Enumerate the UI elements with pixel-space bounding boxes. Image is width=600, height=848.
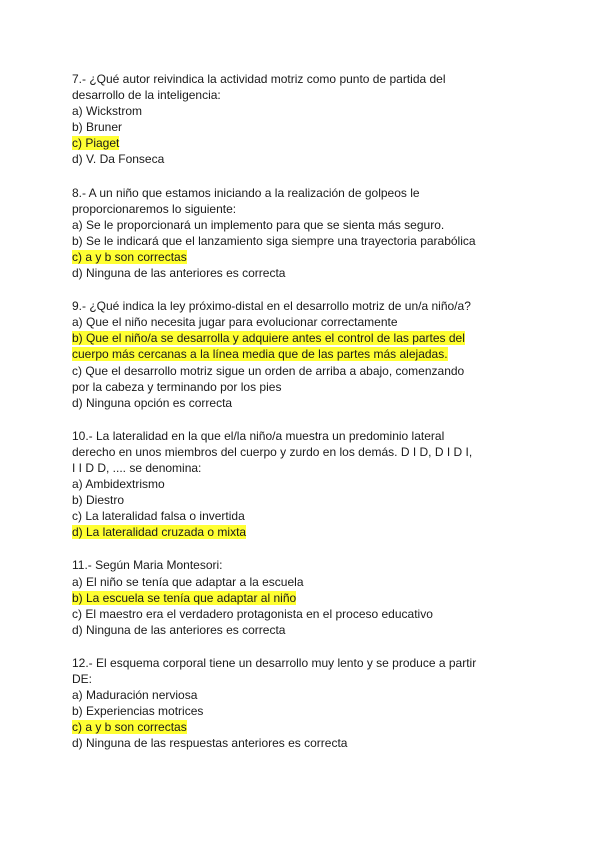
answer-option [72,574,542,590]
answer-option-text: a) El niño se tenía que adaptar a la escuela [72,574,304,589]
answer-option [72,395,542,411]
question-block [72,298,542,411]
answer-option-text: b) Que el niño/a se desarrolla y adquiere antes el control de las partes del [72,331,465,346]
question-stem-line: 8.- A un niño que estamos iniciando a la realización de golpeos le [72,185,420,200]
answer-option [72,363,542,379]
answer-option-text: d) La lateralidad cruzada o mixta [72,525,247,540]
question-stem-line: proporcionaremos lo siguiente: [72,201,237,216]
question-stem-line: 10.- La lateralidad en la que el/la niño/a muestra un predominio lateral [72,428,445,443]
answer-option-text: a) Wickstrom [72,104,142,119]
answer-option [72,314,542,330]
answer-option [72,151,542,167]
answer-option-text: c) El maestro era el verdadero protagonista en el proceso educativo [72,606,433,621]
answer-option-text: d) Ninguna de las anteriores es correcta [72,266,286,281]
answer-option-text: cuerpo más cercanas a la línea media que de las partes más alejadas. [72,347,448,362]
answer-option [72,703,542,719]
question-block [72,428,542,541]
answer-option [72,476,542,492]
answer-option-text: d) Ninguna opción es correcta [72,395,233,410]
question-stem-line: 9.- ¿Qué indica la ley próximo-distal en el desarrollo motriz de un/a niño/a? [72,299,471,314]
answer-option [72,606,542,622]
answer-option-text: b) Experiencias motrices [72,704,204,719]
question-block [72,185,542,282]
answer-option [72,103,542,119]
answer-option [72,265,542,281]
answer-option-text: b) La escuela se tenía que adaptar al niño [72,590,297,605]
answer-option-text: b) Se le indicará que el lanzamiento siga siempre una trayectoria parabólica [72,233,476,248]
answer-option-text: c) Piaget [72,136,120,151]
answer-option [72,119,542,135]
answer-option-text: d) Ninguna de las respuestas anteriores es correcta [72,736,348,751]
answer-option [72,622,542,638]
answer-option-highlighted [72,719,542,735]
answer-option-text: b) Diestro [72,493,125,508]
answer-option-text: c) a y b son correctas [72,249,187,264]
question-stem-line: 11.- Según Maria Montesori: [72,558,223,573]
answer-option-text: a) Que el niño necesita jugar para evolucionar correctamente [72,315,398,330]
answer-option [72,492,542,508]
answer-option-highlighted [72,135,542,151]
answer-option-highlighted [72,590,542,606]
answer-option-highlighted [72,330,542,346]
answer-option [72,508,542,524]
answer-option-highlighted [72,346,542,362]
answer-option [72,379,542,395]
answer-option-text: c) a y b son correctas [72,720,187,735]
question-block [72,71,542,168]
question-stem-line: DE: [72,672,93,686]
answer-option-highlighted [72,249,542,265]
answer-option [72,233,542,249]
answer-option-text: c) Que el desarrollo motriz sigue un orden de arriba a abajo, comenzando [72,363,465,378]
answer-option-text: a) Maduración nerviosa [72,688,198,703]
answer-option [72,735,542,751]
question-block [72,655,542,752]
question-stem-line: 12.- El esquema corporal tiene un desarrollo muy lento y se produce a partir [72,655,477,670]
answer-option-text: d) Ninguna de las anteriores es correcta [72,622,286,637]
question-stem-line: desarrollo de la inteligencia: [72,88,221,103]
document-page [72,71,542,768]
question-stem-line: I I D D, .... se denomina: [72,460,202,475]
answer-option-text: b) Bruner [72,120,123,135]
question-block [72,557,542,637]
answer-option-text: d) V. Da Fonseca [72,152,165,167]
answer-option-highlighted [72,524,542,540]
answer-option [72,687,542,703]
answer-option-text: a) Ambidextrismo [72,477,165,492]
question-stem-line: derecho en unos miembros del cuerpo y zurdo en los demás. D I D, D I D I, [72,444,473,459]
answer-option [72,217,542,233]
answer-option-text: por la cabeza y terminando por los pies [72,379,282,394]
question-stem-line: 7.- ¿Qué autor reivindica la actividad motriz como punto de partida del [72,72,446,86]
answer-option-text: c) La lateralidad falsa o invertida [72,509,245,524]
answer-option-text: a) Se le proporcionará un implemento para que se sienta más seguro. [72,217,445,232]
